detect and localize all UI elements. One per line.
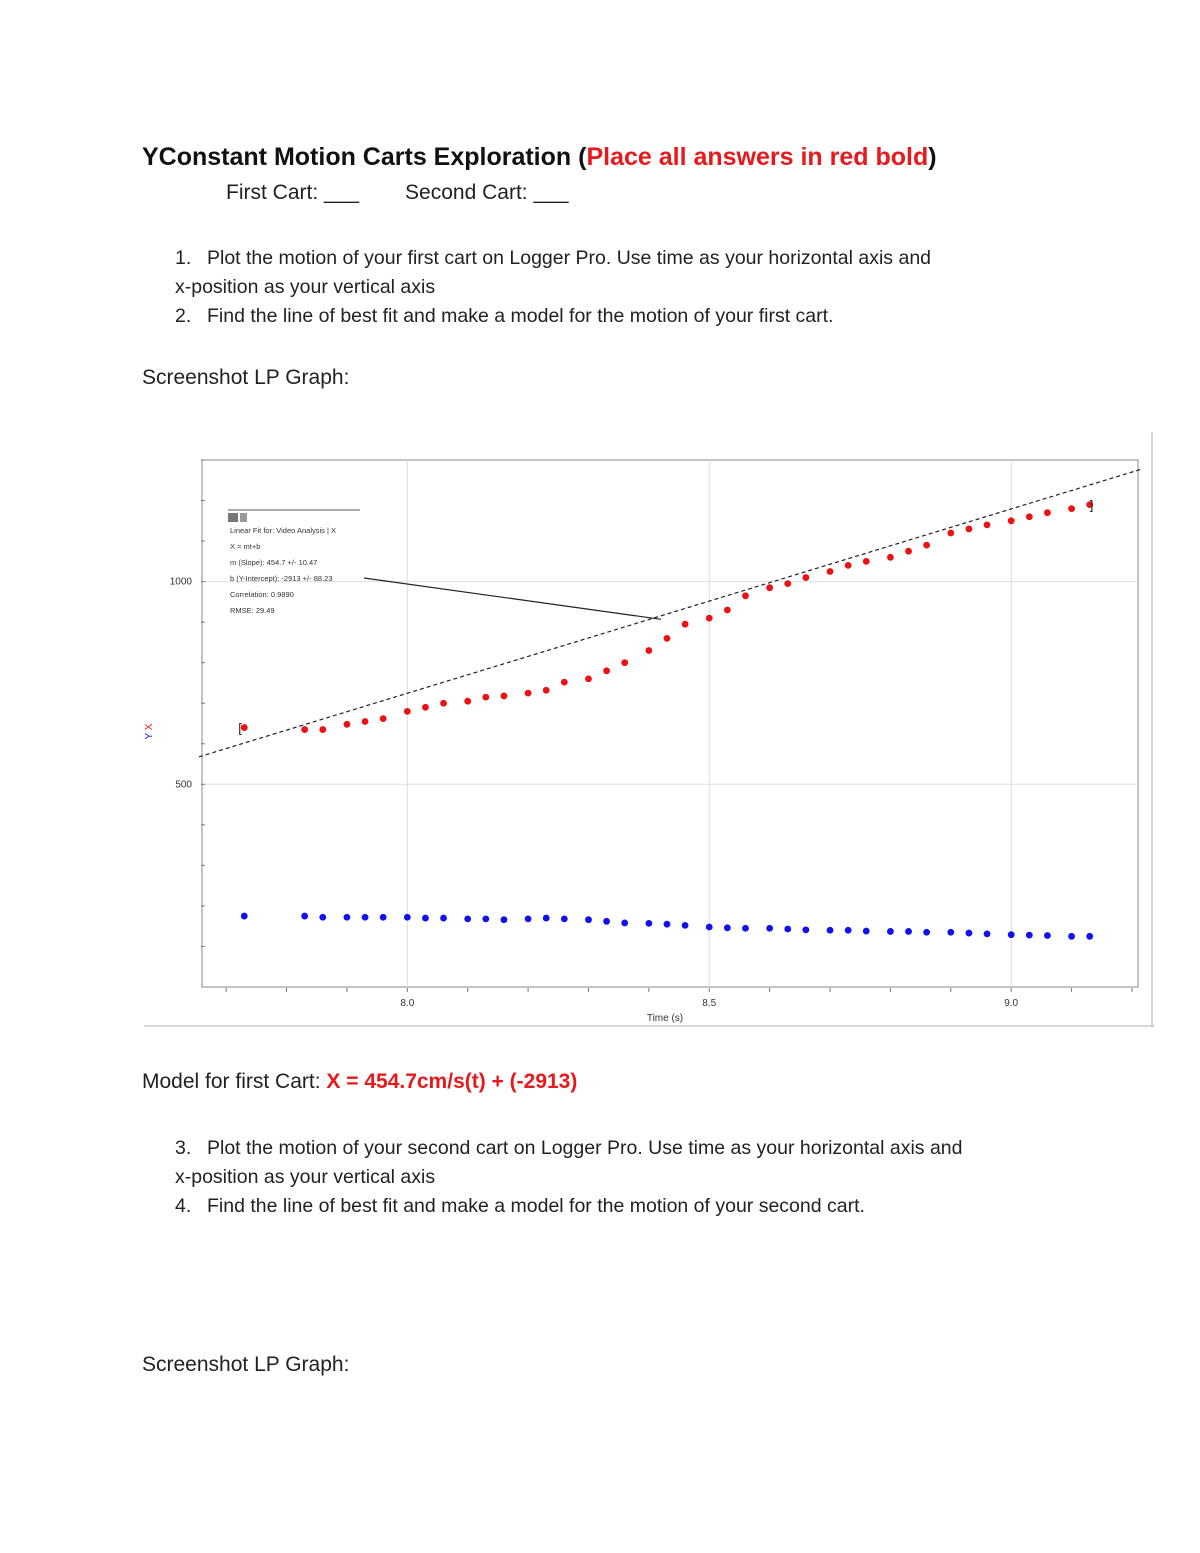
point-y [464, 915, 471, 922]
point-y [664, 921, 671, 928]
chart-svg [144, 432, 1154, 1027]
question-4: 4. Find the line of best fit and make a model for the motion of your second cart. [175, 1195, 865, 1217]
point-y [603, 918, 610, 925]
point-y [784, 926, 791, 933]
point-x [766, 584, 773, 591]
y-axis-label: Y X [144, 723, 155, 740]
point-x [784, 580, 791, 587]
fit-box-line: RMSE: 29.49 [230, 606, 275, 615]
range-end-marker: ] [1089, 497, 1094, 513]
plot-area [202, 460, 1138, 987]
fit-box-line: X = mt+b [230, 542, 261, 551]
fit-box-line: Correlation: 0.9890 [230, 590, 294, 599]
point-x [362, 718, 369, 725]
point-x [664, 635, 671, 642]
point-y [543, 915, 550, 922]
point-y [887, 928, 894, 935]
point-x [380, 715, 387, 722]
point-x [947, 530, 954, 537]
point-x [1068, 505, 1075, 512]
point-x [1026, 513, 1033, 520]
model-line [142, 1070, 577, 1094]
point-x [525, 690, 532, 697]
point-x [724, 607, 731, 614]
point-y [585, 916, 592, 923]
point-y [923, 929, 930, 936]
point-x [501, 693, 508, 700]
second-cart-label: Second Cart: ___ [405, 181, 569, 204]
point-y [984, 930, 991, 937]
point-x [802, 574, 809, 581]
y-axis-label-group [144, 723, 155, 739]
point-x [543, 687, 550, 694]
point-x [404, 708, 411, 715]
point-x [440, 700, 447, 707]
point-y [561, 915, 568, 922]
point-y [380, 914, 387, 921]
fit-box-line: b (Y-Intercept): -2913 +/- 88.23 [230, 574, 333, 583]
fit-box-icon [228, 513, 238, 522]
point-y [766, 925, 773, 932]
point-y [241, 913, 248, 920]
point-x [966, 526, 973, 533]
point-x [344, 721, 351, 728]
fit-box-line: m (Slope): 454.7 +/- 10.47 [230, 558, 318, 567]
point-x [645, 647, 652, 654]
point-x [905, 548, 912, 555]
point-y [1068, 933, 1075, 940]
range-start-marker: [ [238, 720, 242, 736]
x-tick-label: 8.5 [702, 998, 717, 1009]
point-y [724, 924, 731, 931]
point-x [1008, 517, 1015, 524]
first-cart-label: First Cart: ___ [226, 181, 360, 204]
point-y [404, 914, 411, 921]
point-x [561, 679, 568, 686]
point-y [525, 915, 532, 922]
point-x [422, 704, 429, 711]
cart-labels [226, 181, 568, 205]
point-y [1008, 931, 1015, 938]
point-y [422, 915, 429, 922]
fit-box-line: Linear Fit for: Video Analysis | X [230, 526, 337, 535]
point-y [1086, 933, 1093, 940]
point-x [682, 621, 689, 628]
point-y [1044, 932, 1051, 939]
point-x [603, 667, 610, 674]
point-x [1044, 509, 1051, 516]
point-y [827, 927, 834, 934]
point-x [301, 726, 308, 733]
point-x [984, 521, 991, 528]
title-instruction: Place all answers in red bold [586, 143, 929, 171]
point-y [319, 914, 326, 921]
point-y [863, 928, 870, 935]
point-y [645, 920, 652, 927]
point-y [947, 929, 954, 936]
point-x [482, 694, 489, 701]
y-tick-label: 1000 [169, 576, 192, 588]
point-x [706, 615, 713, 622]
point-y [1026, 932, 1033, 939]
point-y [905, 928, 912, 935]
x-tick-label: 8.0 [400, 998, 415, 1009]
fit-box-icon-2 [240, 513, 247, 522]
point-x [923, 542, 930, 549]
point-y [482, 915, 489, 922]
point-x [585, 676, 592, 683]
screenshot-label-2: Screenshot LP Graph: [142, 1353, 350, 1376]
point-x [621, 659, 628, 666]
y-tick-label: 500 [175, 779, 192, 791]
x-tick-label: 9.0 [1004, 998, 1019, 1009]
point-y [802, 926, 809, 933]
chart-grid [202, 460, 1138, 987]
point-x [845, 562, 852, 569]
point-y [621, 920, 628, 927]
point-y [440, 915, 447, 922]
point-x [464, 698, 471, 705]
point-y [706, 924, 713, 931]
model-equation: X = 454.7cm/s(t) + (-2913) [326, 1070, 578, 1093]
point-x [863, 558, 870, 565]
point-y [742, 925, 749, 932]
model-label: Model for first Cart: [142, 1070, 327, 1093]
point-x [827, 568, 834, 575]
point-y [344, 914, 351, 921]
point-y [682, 922, 689, 929]
point-x [887, 554, 894, 561]
point-x [319, 726, 326, 733]
point-y [845, 927, 852, 934]
x-axis-label: Time (s) [646, 1013, 684, 1024]
point-y [301, 913, 308, 920]
question-3: 3. Plot the motion of your second cart on Logger Pro. Use time as your horizontal axis and x-position as your vertical axis [175, 1137, 963, 1188]
point-x [742, 592, 749, 599]
point-y [501, 916, 508, 923]
logger-pro-graph [144, 432, 1154, 1027]
point-y [966, 930, 973, 937]
page-title: YConstant Motion Carts Exploration (Place all answers in red bold) [142, 143, 937, 171]
question-1: 1. Plot the motion of your first cart on Logger Pro. Use time as your horizontal axis and x-position as your vertical axis [175, 247, 932, 298]
point-y [362, 914, 369, 921]
question-2: 2. Find the line of best fit and make a model for the motion of your first cart. [175, 305, 834, 327]
screenshot-label-1: Screenshot LP Graph: [142, 366, 350, 389]
